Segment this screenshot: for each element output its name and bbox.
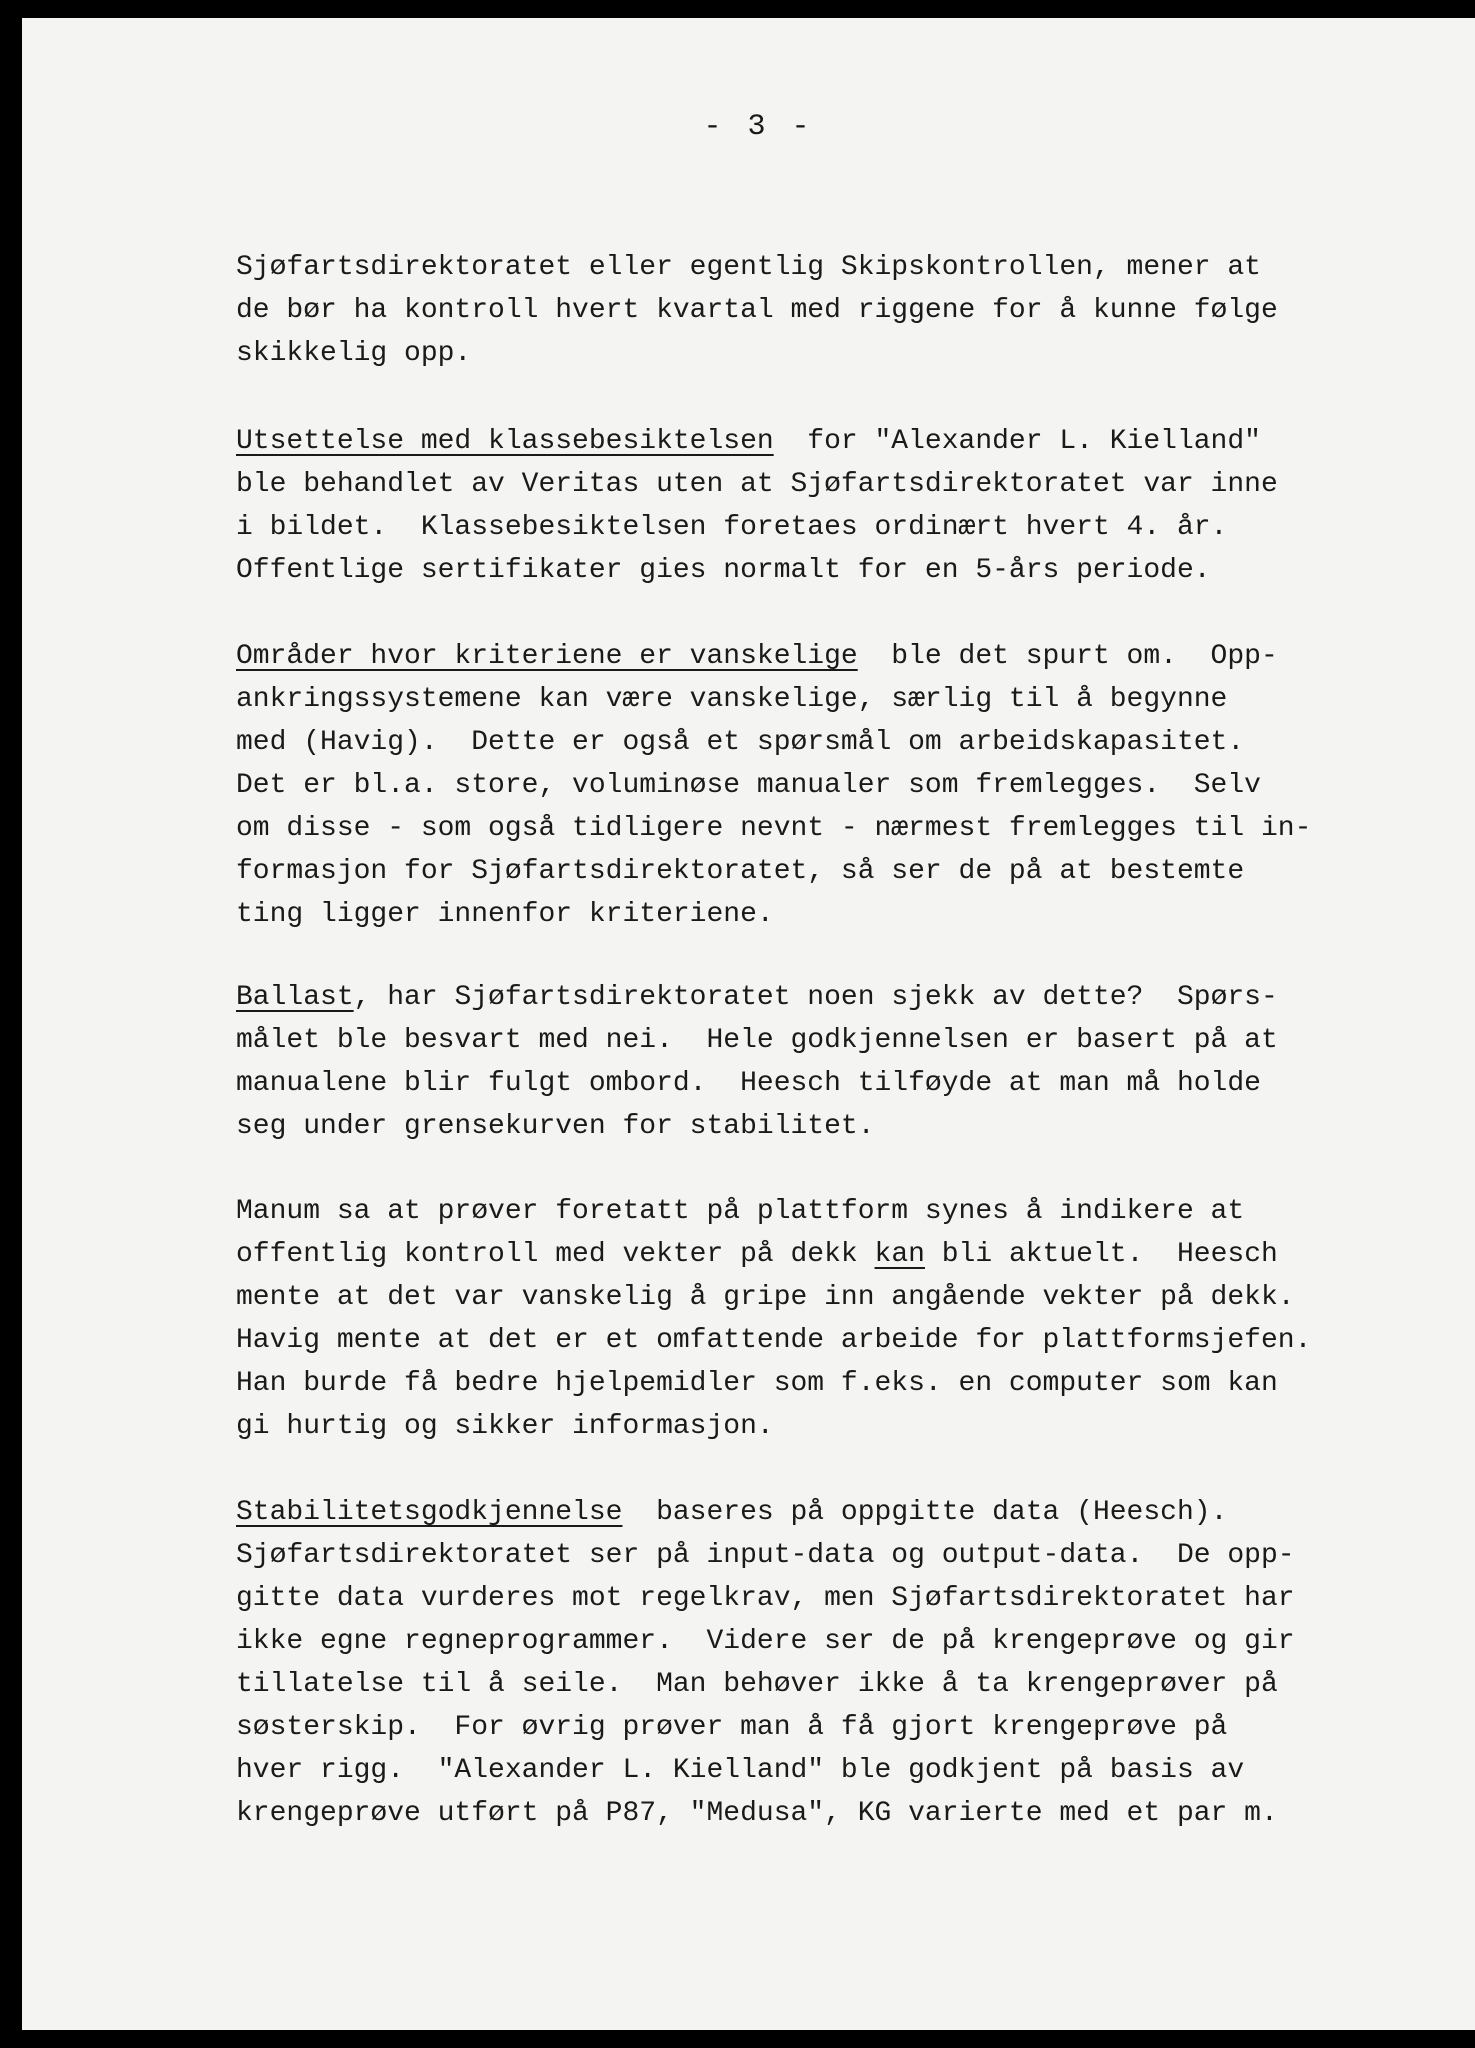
paragraph-stabilitetsgodkjennelse: [236, 1491, 1386, 1835]
heading-line: [236, 635, 1386, 678]
text-line: Sjøfartsdirektoratet ser på input-data og output-data. De opp-: [236, 1540, 1295, 1571]
heading-rest: for "Alexander L. Kielland": [773, 426, 1261, 457]
heading-rest: baseres på oppgitte data (Heesch).: [622, 1497, 1228, 1528]
page-number: - 3 -: [703, 110, 814, 144]
text-line: [236, 1233, 1386, 1276]
underlined-heading: Ballast: [236, 982, 354, 1013]
paragraph-ballast: [236, 976, 1386, 1148]
text-line: Det er bl.a. store, voluminøse manualer som fremlegges. Selv: [236, 770, 1261, 801]
text-segment: bli aktuelt. Heesch: [924, 1239, 1278, 1270]
paragraph-klassebesiktelsen: [236, 420, 1386, 592]
text-line: de bør ha kontroll hvert kvartal med riggene for å kunne følge: [236, 295, 1278, 326]
underlined-heading: Områder hvor kriteriene er vanskelige: [236, 641, 858, 672]
text-line: ble behandlet av Veritas uten at Sjøfartsdirektoratet var inne: [236, 469, 1278, 500]
text-line: formasjon for Sjøfartsdirektoratet, så ser de på at bestemte: [236, 856, 1245, 887]
heading-line: [236, 420, 1386, 463]
text-segment: offentlig kontroll med vekter på dekk: [236, 1239, 875, 1270]
heading-line: [236, 1491, 1386, 1534]
text-line: søsterskip. For øvrig prøver man å få gjort krengeprøve på: [236, 1712, 1228, 1743]
text-line: Sjøfartsdirektoratet eller egentlig Skipskontrollen, mener at: [236, 252, 1261, 283]
text-line: Manum sa at prøver foretatt på plattform synes å indikere at: [236, 1196, 1245, 1227]
text-line: manualene blir fulgt ombord. Heesch tilføyde at man må holde: [236, 1068, 1261, 1099]
text-line: seg under grensekurven for stabilitet.: [236, 1111, 875, 1142]
heading-rest: ble det spurt om. Opp-: [857, 641, 1278, 672]
text-line: i bildet. Klassebesiktelsen foretaes ordinært hvert 4. år.: [236, 512, 1228, 543]
text-line: med (Havig). Dette er også et spørsmål om arbeidskapasitet.: [236, 727, 1245, 758]
paragraph-skipskontrollen: [236, 246, 1386, 375]
text-line: krengeprøve utført på P87, "Medusa", KG varierte med et par m.: [236, 1798, 1278, 1829]
text-line: gi hurtig og sikker informasjon.: [236, 1411, 774, 1442]
text-line: målet ble besvart med nei. Hele godkjennelsen er basert på at: [236, 1025, 1278, 1056]
text-line: om disse - som også tidligere nevnt - nærmest fremlegges til in-: [236, 813, 1312, 844]
paragraph-kriterier: [236, 635, 1386, 936]
heading-rest: , har Sjøfartsdirektoratet noen sjekk av dette? Spørs-: [353, 982, 1278, 1013]
text-line: Han burde få bedre hjelpemidler som f.eks. en computer som kan: [236, 1368, 1278, 1399]
text-line: Offentlige sertifikater gies normalt for en 5-års periode.: [236, 555, 1211, 586]
text-line: skikkelig opp.: [236, 338, 472, 369]
underlined-heading: Stabilitetsgodkjennelse: [236, 1497, 623, 1528]
paragraph-vekter-paa-dekk: [236, 1190, 1386, 1448]
underlined-heading: Utsettelse med klassebesiktelsen: [236, 426, 774, 457]
text-line: Havig mente at det er et omfattende arbeide for plattformsjefen.: [236, 1325, 1312, 1356]
text-line: ikke egne regneprogrammer. Videre ser de på krengeprøve og gir: [236, 1626, 1295, 1657]
text-line: hver rigg. "Alexander L. Kielland" ble godkjent på basis av: [236, 1755, 1245, 1786]
text-line: mente at det var vanskelig å gripe inn angående vekter på dekk.: [236, 1282, 1295, 1313]
underlined-word: kan: [874, 1239, 925, 1270]
document-page: [22, 18, 1475, 2030]
text-line: gitte data vurderes mot regelkrav, men Sjøfartsdirektoratet har: [236, 1583, 1295, 1614]
text-line: ankringssystemene kan være vanskelige, særlig til å begynne: [236, 684, 1228, 715]
text-line: ting ligger innenfor kriteriene.: [236, 899, 774, 930]
text-line: tillatelse til å seile. Man behøver ikke å ta krengeprøver på: [236, 1669, 1278, 1700]
heading-line: [236, 976, 1386, 1019]
